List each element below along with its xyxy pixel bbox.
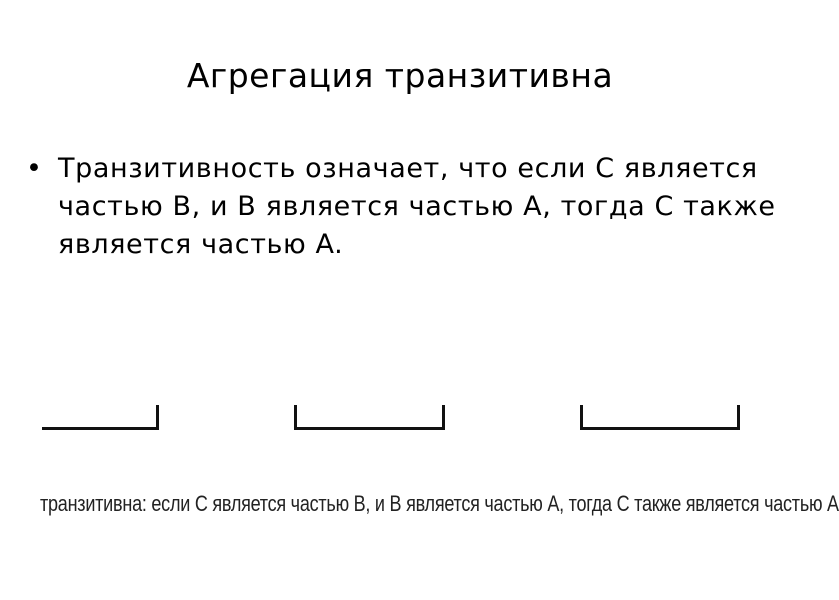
bracket-right	[580, 405, 740, 430]
slide-title: Агрегация транзитивна	[186, 56, 614, 95]
bullet-item	[26, 150, 776, 264]
bracket-middle	[294, 405, 445, 430]
bracket-left	[42, 405, 159, 430]
figure-clip	[0, 395, 839, 535]
bullet-list	[26, 150, 776, 264]
bullet-text: Транзитивность означает, что если C является частью B, и B является частью A, тогда C также является частью A.	[58, 153, 776, 260]
diagram-figure	[0, 395, 839, 535]
bullet-marker: •	[26, 153, 43, 184]
figure-caption: транзитивна: если C является частью B, и B является частью A, тогда C также является частью A	[40, 491, 839, 516]
